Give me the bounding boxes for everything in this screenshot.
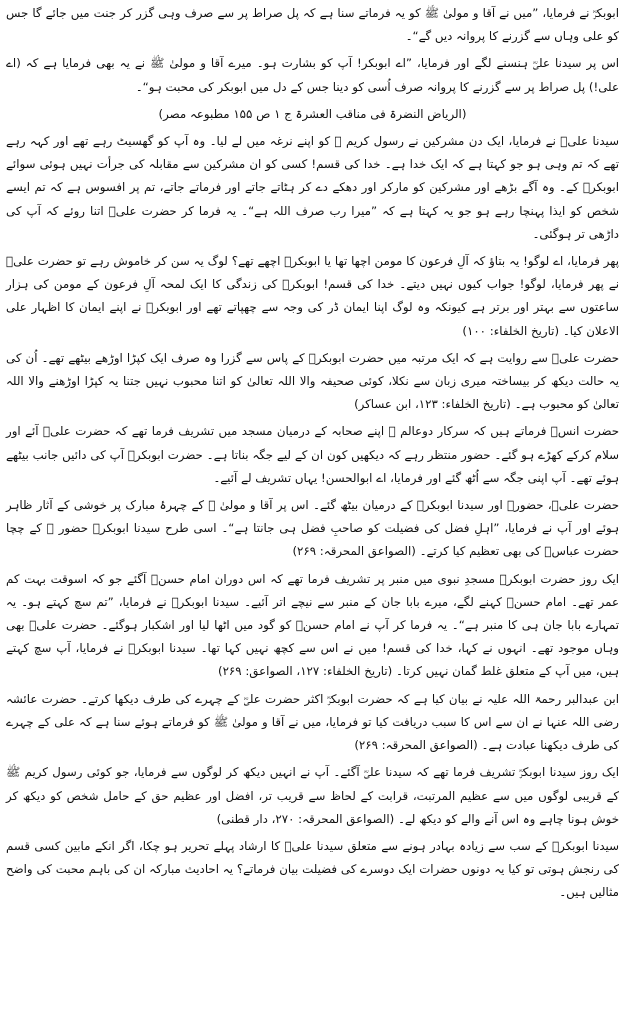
- paragraph-10: ایک روز سیدنا ابوبکرؓ تشریف فرما تھے کہ سیدنا علیؓ آگئے۔ آپ نے انہیں دیکھ کر لوگوں سے فرمایا، جو کوئی رسول کریم ﷺ کے قریبی لوگوں میں سے عظیم المرتبت، قرابت کے لحاظ سے قریب تر، افضل اور عظیم حق کے حامل شخص کو دیکھ کر خوش ہونا چاہے وہ اس آنے والے کو دیکھ لے۔ (الصواعق المحرقہ: ۲۷۰، دار قطنی): [6, 765, 619, 826]
- paragraph-2: اس پر سیدنا علیؓ ہنسنے لگے اور فرمایا، ”اے ابوبکر! آپ کو بشارت ہو۔ میرے آقا و مولیٰ ﷺ نے یہ بھی فرمایا ہے کہ (اے علی!) پل صراط پر سے گزرنے کا پروانہ صرف اُسی کو دینا جس کے دل میں ابوبکر کی محبت ہو“۔: [6, 56, 619, 94]
- paragraph-8: ایک روز حضرت ابوبکرؓ مسجدِ نبوی میں منبر پر تشریف فرما تھے کہ اس دوران امام حسنؓ آگئے جو کہ اسوقت بہت کم عمر تھے۔ امام حسنؓ کہنے لگے، میرے بابا جان کے منبر سے نیچے اتر آئیے۔ سیدنا ابوبکرؓ نے فرمایا، ”تم سچ کہتے ہو۔ یہ تمہارے بابا جان ہی کا منبر ہے“۔ یہ فرما کر آپ نے امام حسنؓ کو گود میں اٹھا لیا اور اشکبار ہوگئے۔ حضرت علیؓ بھی وہاں موجود تھے۔ انہوں نے کہا، خدا کی قسم! میں نے اس سے کچھ نہیں کہا تھا۔ سیدنا ابوبکرؓ نے فرمایا، آپ سچ کہتے ہیں، میں آپ کے متعلق غلط گمان نہیں کرتا۔ (تاریخ الخلفاء: ۱۲۷، الصواعق: ۲۶۹): [6, 571, 619, 679]
- paragraph-1: ابوبکرؓ نے فرمایا، ”میں نے آقا و مولیٰ ﷺ کو یہ فرماتے سنا ہے کہ پل صراط پر سے صرف وہی گزر کر جنت میں جائے گا جس کو علی وہاں سے گزرنے کا پروانہ دیں گے“۔: [6, 6, 619, 44]
- paragraph-3: سیدنا علیؓ نے فرمایا، ایک دن مشرکین نے رسول کریم ﷺ کو اپنے نرغہ میں لے لیا۔ وہ آپ کو گھسیٹ رہے تھے اور کہہ رہے تھے کہ تم وہی ہو جو کہتا ہے کہ ایک خدا ہے۔ خدا کی قسم! کسی کو ان مشرکین سے مقابلہ کی جرأت نہیں ہوئی سوائے ابوبکرؓ کے۔ وہ آگے بڑھے اور مشرکین کو مارکر اور دھکے دے کر ہٹاتے جاتے اور فرماتے جاتے، تم پر افسوس ہے کہ تم ایسے شخص کو ایذا پہنچا رہے ہو جو یہ کہتا ہے کہ ”میرا رب صرف اللہ ہے“۔ یہ فرما کر حضرت علیؓ اتنا روئے کہ آپ کی داڑھی تر ہوگئی۔: [6, 134, 619, 241]
- paragraph-5: حضرت علیؓ سے روایت ہے کہ ایک مرتبہ میں حضرت ابوبکرؓ کے پاس سے گزرا وہ صرف ایک کپڑا اوڑھے بیٹھے تھے۔ اُن کی یہ حالت دیکھ کر بیساختہ میری زبان سے نکلا، کوئی صحیفہ والا اللہ تعالیٰ کو اتنا محبوب نہیں جتنا یہ کپڑا اوڑھنے والا اللہ تعالیٰ کو محبوب ہے۔ (تاریخ الخلفاء: ۱۲۳، ابن عساکر): [6, 350, 619, 412]
- paragraph-7: حضرت علیؓ، حضورﷺ اور سیدنا ابوبکرؓ کے درمیان بیٹھ گئے۔ اس پر آقا و مولیٰ ﷺ کے چہرۂ مبارک پر خوشی کے آثار ظاہر ہوئے اور آپ نے فرمایا، ”اہلِ فضل کی فضیلت کو صاحبِ فضل ہی جانتا ہے“۔ اسی طرح سیدنا ابوبکرؓ حضور ﷺ کے چچا حضرت عباسؓ کی بھی تعظیم کیا کرتے۔ (الصواعق المحرقہ: ۲۶۹): [6, 498, 619, 559]
- citation-line: (الریاض النضرۃ فی مناقب العشرۃ ج ۱ ص ۱۵۵ مطبوعہ مصر): [158, 106, 467, 121]
- paragraph-4: پھر فرمایا، اے لوگو! یہ بتاؤ کہ آلِ فرعون کا مومن اچھا تھا یا ابوبکرؓ اچھے تھے؟ لوگ یہ سن کر خاموش رہے تو حضرت علیؓ نے پھر فرمایا، لوگو! جواب کیوں نہیں دیتے۔ خدا کی قسم! ابوبکرؓ کی زندگی کا ایک لمحہ آلِ فرعون کے مومن کی ہزار ساعتوں سے بہتر اور برتر ہے کیونکہ وہ لوگ اپنا ایمان ڈر کی وجہ سے چھپاتے تھے اور ابوبکرؓ نے اپنے ایمان کا اظہار علی الاعلان کیا۔ (تاریخ الخلفاء: ۱۰۰): [6, 254, 619, 338]
- paragraph-11: سیدنا ابوبکرؓ کے سب سے زیادہ بہادر ہونے سے متعلق سیدنا علیؓ کا ارشاد پہلے تحریر ہو چکا، اگر انکے مابین کسی قسم کی رنجش ہوتی تو کیا یہ دونوں حضرات ایک دوسرے کی فضیلت بیان فرماتے؟ یہ احادیث مبارکہ ان کی باہم محبت کی واضح مثالیں ہیں۔: [6, 838, 619, 900]
- paragraph-6: حضرت انسؓ فرماتے ہیں کہ سرکار دوعالم ﷺ اپنے صحابہ کے درمیان مسجد میں تشریف فرما تھے کہ حضرت علیؓ آئے اور سلام کرکے کھڑے ہو گئے۔ حضور منتظر رہے کہ دیکھیں کون ان کے لیے جگہ بناتا ہے۔ حضرت ابوبکرؓ آپ کی دائیں جانب بیٹھے ہوئے تھے۔ آپ اپنی جگہ سے اُٹھ گئے اور فرمایا، اے ابوالحسن! یہاں تشریف لے آئیے۔: [6, 424, 619, 485]
- paragraph-9: ابن عبدالبر رحمۃ اللہ علیہ نے بیان کیا ہے کہ حضرت ابوبکرؓ اکثر حضرت علیؓ کے چہرے کی طرف دیکھا کرتے۔ حضرت عائشہ رضی اللہ عنہا نے ان سے اس کا سبب دریافت کیا تو فرمایا، میں نے آقا و مولیٰ ﷺ کو فرماتے ہوئے سنا ہے کہ علی کے چہرے کی طرف دیکھنا عبادت ہے۔ (الصواعق المحرقہ: ۲۶۹): [6, 691, 619, 753]
